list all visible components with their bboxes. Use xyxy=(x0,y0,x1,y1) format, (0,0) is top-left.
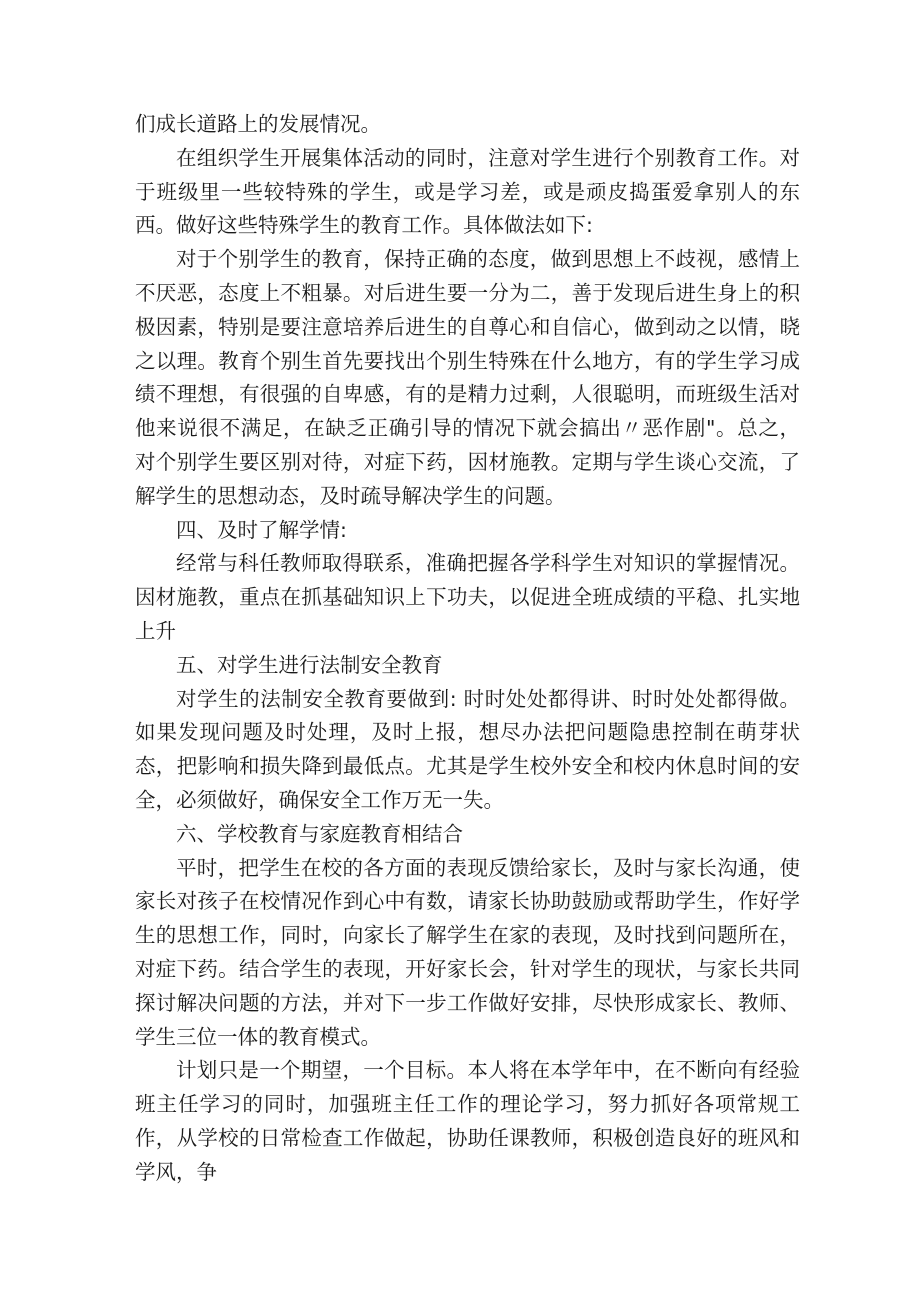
paragraph-family-education: 平时，把学生在校的各方面的表现反馈给家长，及时与家长沟通，使家长对孩子在校情况作到心中有数，请家长协助鼓励或帮助学生，作好学生的思想工作，同时，向家长了解学生在家的表现，及时找到问题所在，对症下药。结合学生的表现，开好家长会，针对学生的现状，与家长共同探讨解决问题的方法，并对下一步工作做好安排，尽快形成家长、教师、学生三位一体的教育模式。 xyxy=(135,855,800,1049)
paragraph-plan-conclusion: 计划只是一个期望，一个目标。本人将在本学年中，在不断向有经验班主任学习的同时，加强班主任工作的理论学习，努力抓好各项常规工作，从学校的日常检查工作做起，协助任课教师，积极创造良好的班风和学风，争 xyxy=(135,1058,800,1184)
section-heading-4: 四、及时了解学情: xyxy=(176,517,347,542)
document-body xyxy=(135,108,800,1190)
section-heading-6: 六、学校教育与家庭教育相结合 xyxy=(176,821,463,846)
paragraph-continuation: 们成长道路上的发展情况。 xyxy=(135,112,381,136)
paragraph-individual-education-method: 对于个别学生的教育，保持正确的态度，做到思想上不歧视，感情上不厌恶，态度上不粗暴。对后进生要一分为二，善于发现后进生身上的积极因素，特别是要注意培养后进生的自尊心和自信心，做到动之以情，晓之以理。教育个别生首先要找出个别生特殊在什么地方，有的学生学习成绩不理想，有很强的自卑感，有的是精力过剩，人很聪明，而班级生活对他来说很不满足，在缺乏正确引导的情况下就会搞出〃恶作剧"。总之，对个别学生要区别对待，对症下药，因材施教。定期与学生谈心交流，了解学生的思想动态，及时疏导解决学生的问题。 xyxy=(135,247,800,508)
paragraph-learning-status: 经常与科任教师取得联系，准确把握各学科学生对知识的掌握情况。因材施教，重点在抓基础知识上下功夫，以促进全班成绩的平稳、扎实地上升 xyxy=(135,551,800,643)
section-heading-5: 五、对学生进行法制安全教育 xyxy=(176,652,443,677)
paragraph-individual-education-intro: 在组织学生开展集体活动的同时，注意对学生进行个别教育工作。对于班级里一些较特殊的学生，或是学习差，或是顽皮捣蛋爱拿别人的东西。做好这些特殊学生的教育工作。具体做法如下: xyxy=(135,145,800,238)
paragraph-safety-education: 对学生的法制安全教育要做到: 时时处处都得讲、时时处处都得做。如果发现问题及时处理，及时上报，想尽办法把问题隐患控制在萌芽状态，把影响和损失降到最低点。尤其是学生校外安全和校内休息时间的安全，必须做好，确保安全工作万无一失。 xyxy=(135,686,800,812)
